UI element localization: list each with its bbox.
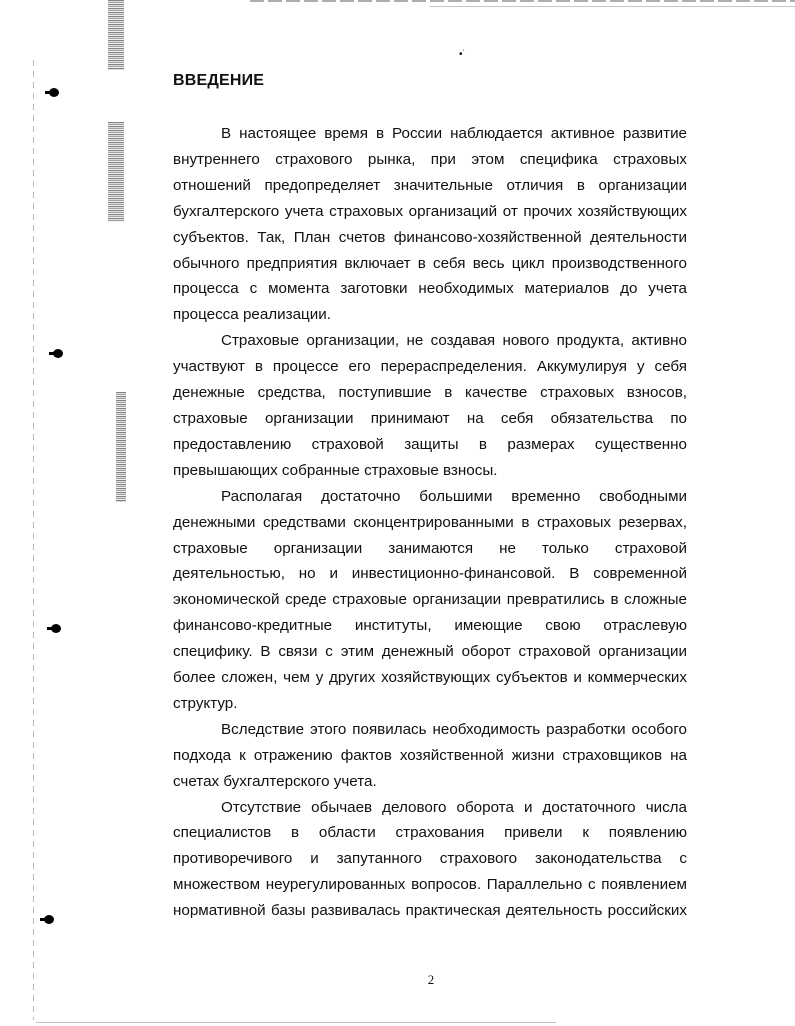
binding-shadow-middle xyxy=(108,122,124,222)
paragraph-4: Вследствие этого появилась необходимость разработки особого подхода к отражению фактов хозяйственной жизни страховщиков на счетах бухгалтерского учета. xyxy=(173,720,687,790)
paragraph-2: Страховые организации, не создавая нового продукта, активно участвуют в процессе его перераспределения. Аккумулируя у себя денежные средства, поступившие в качестве страховых взносов, страховые организации принимают на себя обязательства по предоставлению страховой защиты в размерах существенно превышающих собранные страховые взносы. xyxy=(173,332,687,479)
binding-shadow-lower xyxy=(116,392,126,502)
page-number: 2 xyxy=(427,972,435,987)
scan-edge-left xyxy=(33,60,34,1020)
document-heading: ВВЕДЕНИЕ xyxy=(173,72,265,89)
punch-hole-mark-4 xyxy=(44,915,54,924)
stray-mark: •˙ xyxy=(459,49,466,60)
scan-edge-bottom xyxy=(36,1022,556,1023)
scan-edge-top-secondary xyxy=(430,6,795,7)
document-body xyxy=(173,121,687,924)
punch-hole-mark-1 xyxy=(49,88,59,97)
scan-edge-top xyxy=(250,0,795,2)
paragraph-3: Располагая достаточно большими временно свободными денежными средствами сконцентрированными в страховых резервах, страховые организации занимаются не только страховой деятельностью, но и инвестиционно-финансовой. В современной экономической среде страховые организации превратились в сложные финансово-кредитные институты, имеющие свою отраслевую специфику. В связи с этим денежный оборот страховой организации более сложен, чем у других хозяйствующих субъектов и коммерческих структур. xyxy=(173,487,687,712)
paragraph-5: Отсутствие обычаев делового оборота и достаточного числа специалистов в области страхования привели к появлению противоречивого и запутанного страхового законодательства с множеством неурегулированных вопросов. Параллельно с появлением нормативной базы развивалась практическая деятельность российских xyxy=(173,798,687,920)
binding-shadow-top xyxy=(108,0,124,70)
punch-hole-mark-3 xyxy=(51,624,61,633)
punch-hole-mark-2 xyxy=(53,349,63,358)
paragraph-1: В настоящее время в России наблюдается активное развитие внутреннего страхового рынка, при этом специфика страховых отношений предопределяет значительные отличия в организации бухгалтерского учета страховых организаций от прочих хозяйствующих субъектов. Так, План счетов финансово-хозяйственной деятельности обычного предприятия включает в себя весь цикл производственного процесса с момента заготовки необходимых материалов до учета процесса реализации. xyxy=(173,125,687,324)
